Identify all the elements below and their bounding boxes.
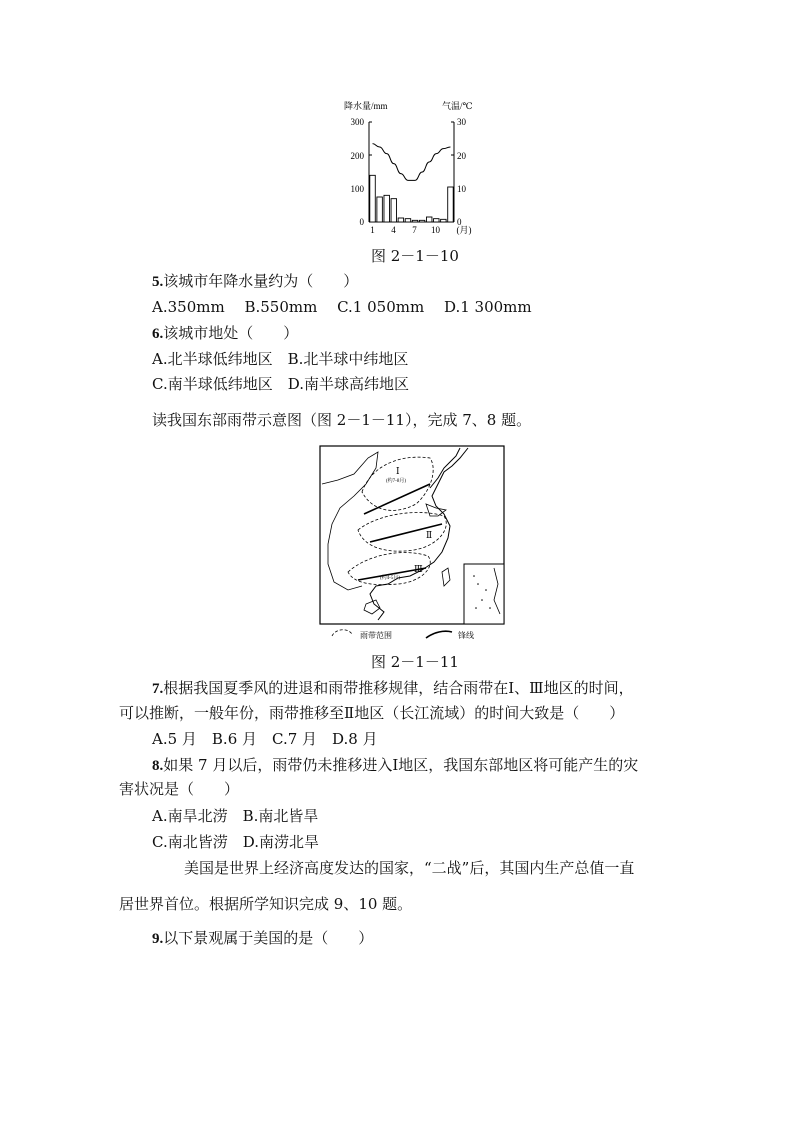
figure1-caption: 图 2－1－10 [371, 247, 459, 265]
question-text: 如果 7 月以后，雨带仍未推移进入Ⅰ地区，我国东部地区将可能产生的灾 [163, 756, 639, 774]
region-3-label: Ⅲ [414, 564, 423, 574]
question-text: 该城市年降水量约为（ ） [163, 272, 359, 290]
question-6-options-2: C.南半球低纬地区 D.南半球高纬地区 [152, 375, 409, 393]
precipitation-bar-6 [405, 219, 410, 222]
right-tick-20: 20 [457, 151, 466, 161]
legend-front-label: 锋线 [458, 631, 474, 640]
legend-rain-belt-label: 雨带范围 [360, 631, 392, 640]
precipitation-bar-10 [434, 219, 439, 222]
precipitation-bar-5 [398, 218, 403, 222]
precipitation-bar-2 [377, 197, 382, 222]
left-axis-label: 降水量/mm [344, 101, 388, 111]
intro-7-8: 读我国东部雨带示意图（图 2－1－11），完成 7、8 题。 [152, 411, 532, 429]
question-number: 8. [152, 758, 164, 774]
climate-chart [340, 98, 480, 238]
question-text: 以下景观属于美国的是（ ） [163, 929, 374, 947]
region-1-label: Ⅰ [396, 466, 400, 476]
intro-9-10-line-2: 居世界首位。根据所学知识完成 9、10 题。 [119, 895, 413, 913]
question-8-options-1: A.南旱北涝 B.南北皆旱 [152, 807, 319, 825]
south-china-sea-inset [464, 564, 504, 624]
precipitation-bar-7 [412, 220, 417, 222]
x-ticks [370, 225, 471, 235]
question-5-options: A.350mm B.550mm C.1 050mm D.1 300mm [152, 298, 532, 316]
precipitation-bar-12 [448, 187, 453, 222]
temperature-curve [373, 144, 451, 181]
figure2-caption: 图 2－1－11 [371, 653, 459, 671]
x-tick-1: 1 [370, 225, 375, 235]
intro-9-10-line-1: 美国是世界上经济高度发达的国家，“二战”后，其国内生产总值一直 [184, 859, 635, 877]
x-tick-7: 7 [412, 225, 417, 235]
precipitation-bar-8 [419, 220, 424, 222]
question-8-line-2: 害状况是（ ） [119, 780, 240, 798]
question-6-options-1: A.北半球低纬地区 B.北半球中纬地区 [152, 350, 409, 368]
question-7-options: A.5 月 B.6 月 C.7 月 D.8 月 [152, 730, 378, 748]
question-number: 5. [152, 274, 164, 290]
question-8-line-1 [152, 755, 638, 776]
question-8-options-2: C.南北皆涝 D.南涝北旱 [152, 833, 319, 851]
precipitation-bar-11 [441, 219, 446, 222]
rain-belt-map [318, 444, 508, 644]
question-number: 6. [152, 326, 164, 342]
region-2-label: Ⅱ [426, 530, 433, 540]
x-tick-10: 10 [431, 225, 440, 235]
question-number: 9. [152, 931, 164, 947]
right-axis-label: 气温/℃ [442, 101, 473, 111]
right-tick-10: 10 [457, 184, 466, 194]
legend-front-symbol [426, 631, 452, 638]
right-tick-30: 30 [457, 117, 466, 127]
left-tick-0: 0 [359, 217, 364, 227]
left-tick-200: 200 [350, 151, 364, 161]
question-number: 7. [152, 681, 164, 697]
precipitation-bar-9 [426, 217, 431, 222]
question-7-line-1 [152, 678, 634, 699]
region-3-date: (约4-5月) [380, 576, 400, 581]
precipitation-bar-3 [384, 195, 389, 222]
question-text: 根据我国夏季风的进退和雨带推移规律，结合雨带在Ⅰ、Ⅲ地区的时间， [163, 679, 634, 697]
legend-rain-belt-symbol [332, 630, 352, 636]
right-tick-0: 0 [457, 217, 462, 227]
question-7-line-2: 可以推断，一般年份，雨带推移至Ⅱ地区（长江流域）的时间大致是（ ） [119, 704, 625, 722]
left-tick-300: 300 [350, 117, 364, 127]
question-9 [152, 928, 373, 949]
x-tick-4: 4 [391, 225, 396, 235]
left-tick-100: 100 [350, 184, 364, 194]
x-unit: (月) [456, 225, 472, 235]
precipitation-bars [370, 175, 453, 222]
precipitation-bar-4 [391, 199, 396, 222]
region-1-date: (约7-8月) [386, 479, 406, 484]
question-6 [152, 323, 298, 344]
precipitation-bar-1 [370, 175, 375, 222]
question-text: 该城市地处（ ） [163, 324, 299, 342]
question-5 [152, 271, 358, 292]
